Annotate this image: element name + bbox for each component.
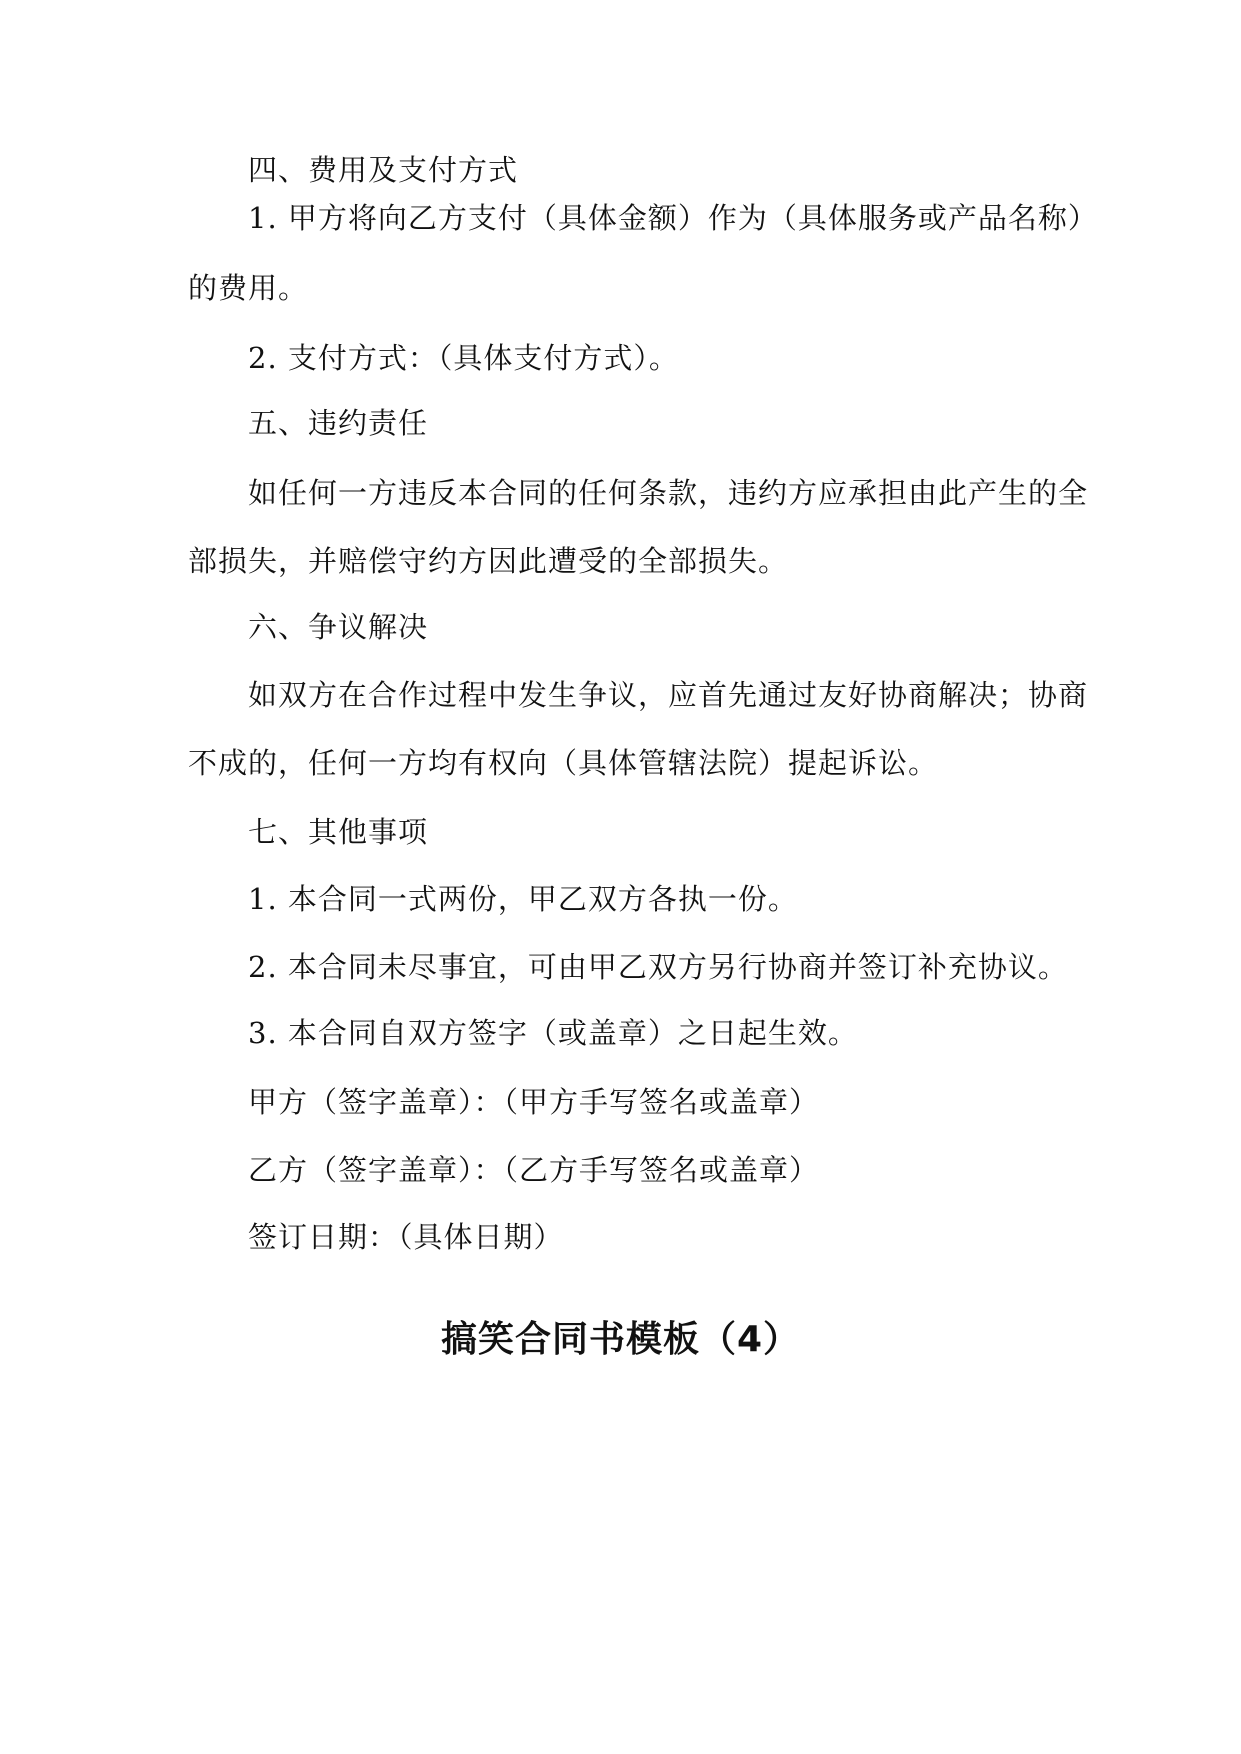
section-6-heading: 六、争议解决 <box>248 610 429 644</box>
section-5-para-line-2: 部损失，并赔偿守约方因此遭受的全部损失。 <box>188 544 789 578</box>
section-4-heading: 四、费用及支付方式 <box>248 153 519 187</box>
signature-party-b: 乙方（签字盖章）：（乙方手写签名或盖章） <box>248 1153 820 1187</box>
section-4-item-1-line-2: 的费用。 <box>188 271 309 305</box>
signature-party-a: 甲方（签字盖章）：（甲方手写签名或盖章） <box>248 1085 820 1119</box>
section-7-item-3: 3. 本合同自双方签字（或盖章）之日起生效。 <box>248 1016 858 1050</box>
section-7-item-2: 2. 本合同未尽事宜，可由甲乙双方另行协商并签订补充协议。 <box>248 950 1068 984</box>
section-5-para-line-1: 如任何一方违反本合同的任何条款，违约方应承担由此产生的全 <box>248 476 1089 510</box>
section-7-heading: 七、其他事项 <box>248 815 429 849</box>
section-6-para-line-2: 不成的，任何一方均有权向（具体管辖法院）提起诉讼。 <box>188 746 939 780</box>
signing-date: 签订日期：（具体日期） <box>248 1220 564 1254</box>
next-section-title: 搞笑合同书模板（4） <box>440 1319 801 1360</box>
section-7-item-1: 1. 本合同一式两份，甲乙双方各执一份。 <box>248 882 798 916</box>
section-4-item-1-line-1: 1. 甲方将向乙方支付（具体金额）作为（具体服务或产品名称） <box>248 201 1098 235</box>
section-6-para-line-1: 如双方在合作过程中发生争议，应首先通过友好协商解决；协商 <box>248 678 1089 712</box>
section-5-heading: 五、违约责任 <box>248 406 429 440</box>
section-4-item-2: 2. 支付方式：（具体支付方式）。 <box>248 341 679 375</box>
